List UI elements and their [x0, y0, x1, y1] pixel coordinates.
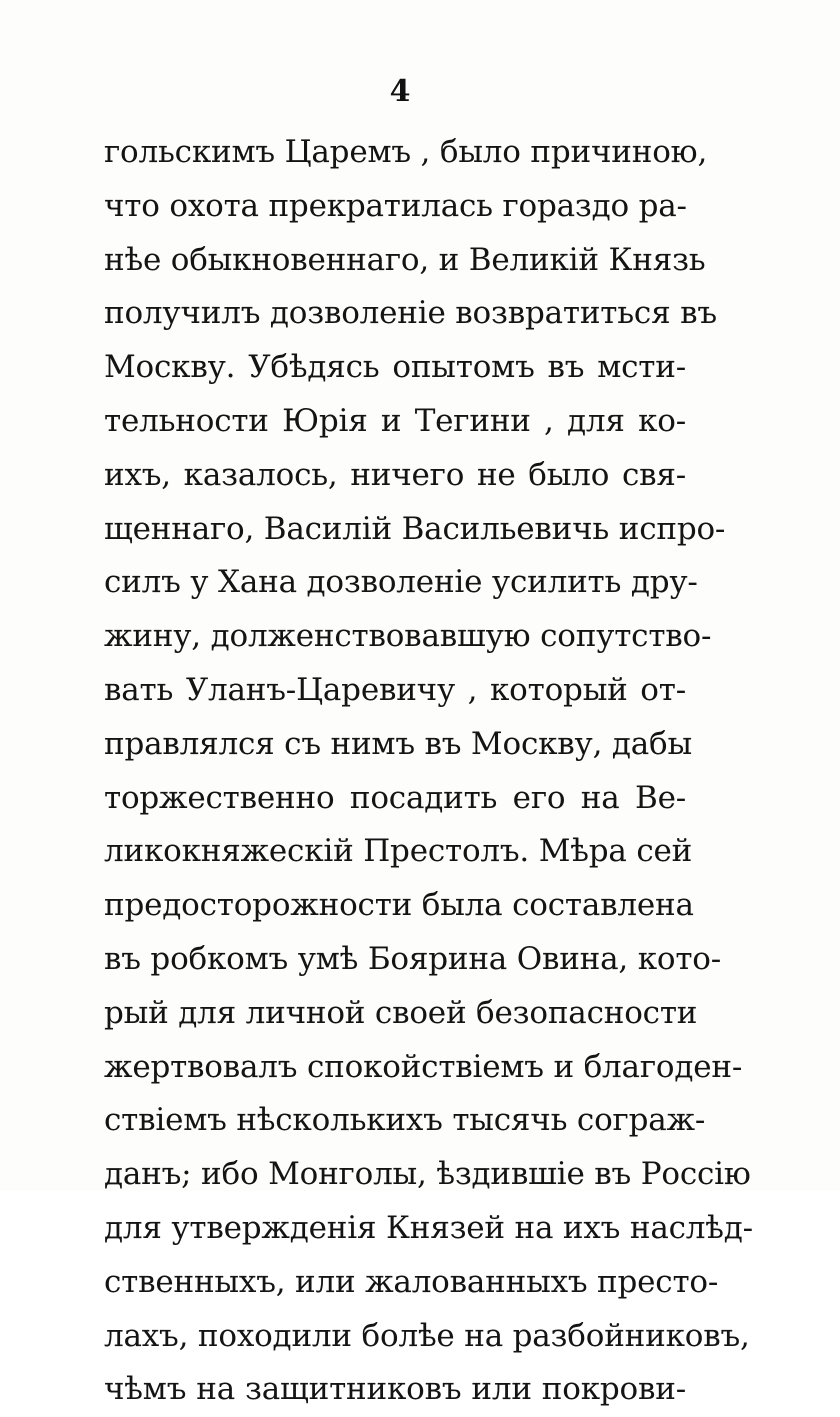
text-line: ихъ, казалось, ничего не было свя- — [104, 456, 686, 493]
text-line: ствіемъ нѣсколькихъ тысячь сограж- — [104, 1102, 706, 1139]
text-line: ственныхъ, или жалованныхъ престо- — [104, 1263, 719, 1300]
text-line: жертвовалъ спокойствіемъ и благоден- — [104, 1048, 743, 1085]
text-line: гольскимъ Царемъ , было причиною, — [104, 134, 708, 170]
text-line: вать Уланъ-Царевичу , который от- — [104, 671, 686, 708]
text-line: тельности Юрія и Тегини , для ко- — [104, 402, 686, 439]
text-line: что охота прекратилась гораздо ра- — [104, 187, 687, 224]
text-line: ликокняжескій Престолъ. Мѣра сей — [104, 833, 693, 870]
text-line: чѣмъ на защитниковъ или покрови- — [104, 1371, 686, 1408]
text-line: щеннаго, Василій Васильевичь испро- — [104, 510, 726, 547]
page-number: 4 — [389, 74, 411, 109]
text-line: торжественно посадить его на Ве- — [104, 779, 686, 816]
text-line: лахъ, походили болѣе на разбойниковъ, — [104, 1317, 750, 1354]
text-line: данъ; ибо Монголы, ѣздившіе въ Россію — [104, 1156, 751, 1193]
text-line: получилъ дозволеніе возвратиться въ — [104, 295, 717, 332]
text-line: правлялся съ нимъ въ Москву, дабы — [104, 725, 692, 762]
text-line: для утвержденія Князей на ихъ наслѣд- — [104, 1209, 753, 1246]
text-line: нѣе обыкновеннаго, и Великій Князь — [104, 241, 706, 278]
text-line: рый для личной своей безопасности — [104, 994, 698, 1031]
text-line: Москву. Убѣдясь опытомъ въ мсти- — [104, 349, 686, 386]
text-line: силъ у Хана дозволеніе усилить дру- — [104, 564, 698, 601]
body-text — [104, 126, 753, 1417]
text-line: предосторожности была составлена — [104, 887, 694, 924]
text-line: въ робкомъ умѣ Боярина Овина, кото- — [104, 940, 722, 977]
text-line: жину, долженствовавшую сопутство- — [104, 618, 712, 655]
